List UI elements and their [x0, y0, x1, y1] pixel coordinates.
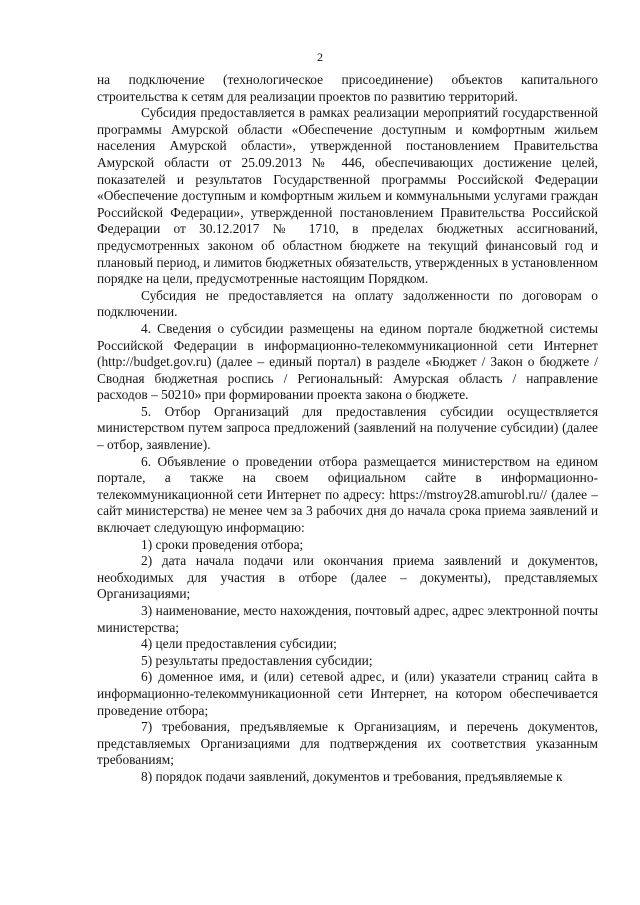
document-body — [97, 72, 598, 786]
paragraph-item-6: 6. Объявление о проведении отбора размещается министерством на едином портале, а также на своем официальном сайте в информационно-телекоммуникационной сети Интернет по адресу: https://mstroy28.amurobl.ru// (далее – сайт министерства) не менее чем за 3 рабочих дня до начала срока приема заявлений и включает следующую информацию: — [97, 453, 598, 536]
paragraph-subsidy-debt: Субсидия не предоставляется на оплату задолженности по договорам о подключении. — [97, 287, 598, 320]
page-number: 2 — [317, 50, 323, 64]
paragraph-subsidy-program: Субсидия предоставляется в рамках реализации мероприятий государственной программы Амурской области «Обеспечение доступным и комфортным жильем населения Амурской области», утвержденной постановлением Правительства Амурской области от 25.09.2013 № 446, обеспечивающих достижение целей, показателей и результатов Государственной программы Российской Федерации «Обеспечение доступным и комфортным жильем и коммунальными услугами граждан Российской Федерации», утвержденной постановлением Правительства Российской Федерации от 30.12.2017 № 1710, в пределах бюджетных ассигнований, предусмотренных законом об областном бюджете на текущий финансовый год и плановый период, и лимитов бюджетных обязательств, утвержденных в установленном порядке на цели, предусмотренные настоящим Порядком. — [97, 105, 598, 287]
list-item-1: 1) сроки проведения отбора; — [141, 536, 304, 552]
paragraph-continuation: на подключение (технологическое присоединение) объектов капитального строительства к сетям для реализации проектов по развитию территорий. — [97, 72, 598, 104]
paragraph-item-5: 5. Отбор Организаций для предоставления субсидии осуществляется министерством путем запроса предложений (заявлений на получение субсидии) (далее – отбор, заявление). — [97, 403, 598, 453]
list-item-4: 4) цели предоставления субсидии; — [141, 636, 337, 652]
list-item-6: 6) доменное имя, и (или) сетевой адрес, и (или) указатели страниц сайта в информационно-телекоммуникационной сети Интернет, на котором обеспечивается проведение отбора; — [97, 669, 598, 718]
list-item-2: 2) дата начала подачи или окончания приема заявлений и документов, необходимых для участия в отборе (далее – документы), представляемых Организациями; — [97, 553, 598, 602]
list-item-7: 7) требования, предъявляемые к Организациям, и перечень документов, представляемых Организациями для подтверждения их соответствия указанным требованиям; — [97, 719, 598, 768]
paragraph-item-4: 4. Сведения о субсидии размещены на едином портале бюджетной системы Российской Федерации в информационно-телекоммуникационной сети Интернет (http://budget.gov.ru) (далее – единый портал) в разделе «Бюджет / Закон о бюджете / Сводная бюджетная роспись / Региональный: Амурская область / направление расходов – 50210» при формировании проекта закона о бюджете. — [97, 320, 598, 403]
list-item-5: 5) результаты предоставления субсидии; — [141, 652, 373, 668]
list-item-8: 8) порядок подачи заявлений, документов и требования, предъявляемые к — [141, 768, 563, 784]
list-item-3: 3) наименование, место нахождения, почтовый адрес, адрес электронной почты министерства; — [97, 603, 598, 635]
